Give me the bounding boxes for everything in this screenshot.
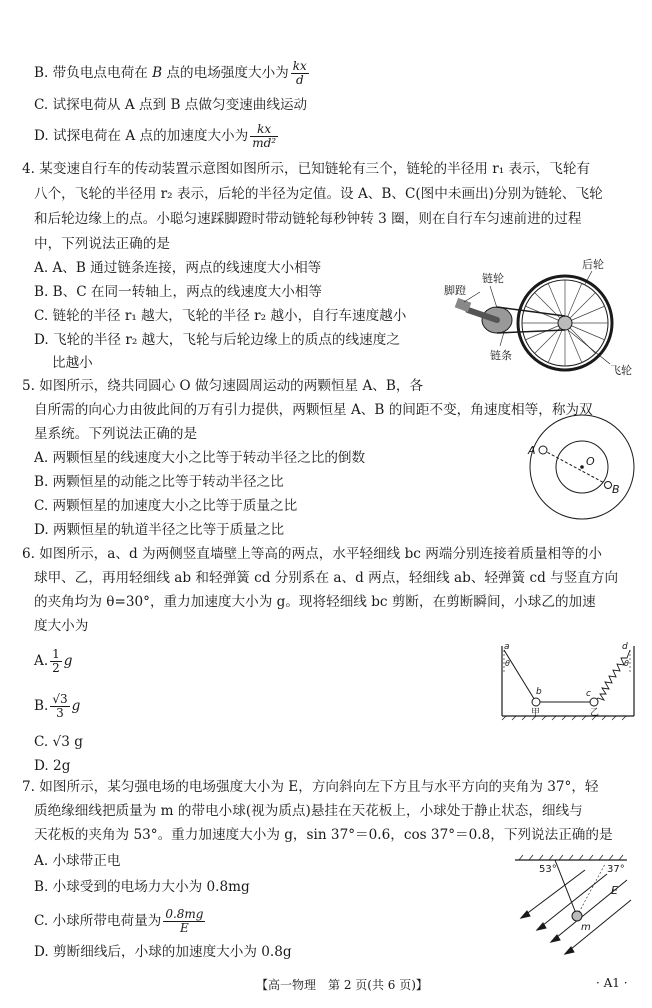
star-b xyxy=(605,482,612,489)
spring-cd xyxy=(594,650,630,702)
q7-option-a: A. 小球带正电 xyxy=(34,853,121,869)
q5-option-b: B. 两颗恒星的动能之比等于转动半径之比 xyxy=(34,474,284,490)
q6-option-c: C. √3 g xyxy=(34,734,83,750)
fraction-numerator: kx xyxy=(250,123,278,137)
q4-stem-line-3: 和后轮边缘上的点。小聪匀速踩脚蹬时带动链轮每秒钟转 3 圈，则在自行车匀速前进的过程 xyxy=(34,211,582,227)
star-a xyxy=(539,446,547,454)
ceiling-hatching xyxy=(519,855,623,860)
fraction-numerator: √3 xyxy=(52,692,68,706)
fraction-numerator: 0.8mg xyxy=(165,907,204,921)
label-mass-m: m xyxy=(581,922,591,933)
prev-option-b-fraction xyxy=(291,60,309,87)
q4-option-d-cont: 比越小 xyxy=(52,355,93,371)
reference-dashed-line xyxy=(577,864,605,916)
q7-option-c xyxy=(34,908,207,935)
q4-option-b: B. B、C 在同一转轴上，两点的线速度大小相等 xyxy=(34,284,323,300)
q7-stem-line-2: 质绝缘细线把质量为 m 的带电小球(视为质点)悬挂在天花板上，小球处于静止状态，细线与 xyxy=(34,803,583,819)
label-angle-37: 37° xyxy=(607,864,625,875)
q6-option-a xyxy=(34,648,72,675)
label-star-b: B xyxy=(612,483,620,496)
label-c: c xyxy=(586,689,591,699)
suspension-string xyxy=(555,860,577,916)
label-rear-wheel: 后轮 xyxy=(582,258,604,271)
label-a: a xyxy=(504,642,510,652)
q6-stem-line-1: 6. 如图所示，a、d 为两侧竖直墙壁上等高的两点，水平轻细线 bc 两端分别连接着质量相等的小 xyxy=(22,546,602,562)
q4-stem-line-1: 4. 某变速自行车的传动装置示意图如图所示，已知链轮有三个，链轮的半径用 r₁ 表示，飞轮有 xyxy=(22,161,591,177)
fraction-numerator: 1 xyxy=(52,647,60,661)
flywheel-hub xyxy=(558,316,572,330)
q5-stem-line-1: 5. 如图所示，绕共同圆心 O 做匀速圆周运动的两颗恒星 A、B，各 xyxy=(22,378,424,394)
string-spring-diagram xyxy=(494,642,642,722)
label-field-e: E xyxy=(611,884,618,897)
prev-option-c: C. 试探电荷从 A 点到 B 点做匀变速曲线运动 xyxy=(34,97,308,113)
q6-option-b xyxy=(34,693,80,720)
q6-option-b-fraction xyxy=(50,693,69,720)
q7-option-d: D. 剪断细线后，小球的加速度大小为 0.8g xyxy=(34,944,292,960)
q6-option-a-fraction xyxy=(50,648,62,675)
label-yi: 乙 xyxy=(590,708,600,718)
label-center-o: O xyxy=(586,455,595,468)
q5-option-d: D. 两颗恒星的轨道半径之比等于质量之比 xyxy=(34,522,285,538)
center-o xyxy=(580,465,584,469)
q6-stem-line-4: 度大小为 xyxy=(34,618,89,634)
electric-field-diagram xyxy=(515,850,635,960)
charged-ball xyxy=(572,911,582,921)
q5-stem-line-3: 星系统。下列说法正确的是 xyxy=(34,426,198,442)
ball-yi xyxy=(590,698,598,706)
label-chain: 链条 xyxy=(490,349,512,362)
label-pedal: 脚蹬 xyxy=(444,284,466,297)
fraction-denominator: 3 xyxy=(56,706,64,720)
page-footer-code: · A1 · xyxy=(596,976,628,990)
ball-jia xyxy=(532,698,540,706)
string-ab xyxy=(504,650,536,702)
q4-option-c: C. 链轮的半径 r₁ 越大，飞轮的半径 r₂ 越小，自行车速度越小 xyxy=(34,308,407,324)
prev-option-b-point: B xyxy=(152,65,163,81)
q7-stem-line-3: 天花板的夹角为 53°。重力加速度大小为 g，sin 37°＝0.6，cos 37°＝0.8，下列说法正确的是 xyxy=(34,827,613,843)
prev-option-b xyxy=(34,60,311,87)
page-footer-title: 【高一物理 第 2 页(共 6 页)】 xyxy=(256,978,428,992)
prev-option-d-text: D. 试探电荷在 A 点的加速度大小为 xyxy=(34,128,249,144)
q7-option-b: B. 小球受到的电场力大小为 0.8mg xyxy=(34,879,250,895)
prev-option-d xyxy=(34,123,280,150)
q7-option-c-text: C. 小球所带电荷量为 xyxy=(34,913,162,929)
q4-stem-line-4: 中，下列说法正确的是 xyxy=(34,236,170,252)
q7-option-c-fraction xyxy=(163,908,205,935)
q6-stem-line-2: 球甲、乙，再用轻细线 ab 和轻弹簧 cd 分别系在 a、d 两点，轻细线 ab、轻弹簧 cd 与竖直方向 xyxy=(34,570,619,586)
q5-stem-line-2: 自所需的向心力由彼此间的万有引力提供，两颗恒星 A、B 的间距不变，角速度相等，称为双 xyxy=(34,402,593,418)
fraction-denominator: 2 xyxy=(52,661,60,675)
bicycle-transmission-diagram xyxy=(440,256,640,376)
fraction-denominator: d xyxy=(295,73,304,87)
label-star-a: A xyxy=(528,444,536,457)
q5-option-a: A. 两颗恒星的线速度大小之比等于转动半径之比的倒数 xyxy=(34,450,366,466)
q4-stem-line-2: 八个，飞轮的半径用 r₂ 表示，后轮的半径为定值。设 A、B、C(图中未画出)分别为链轮、飞轮 xyxy=(34,186,603,202)
label-chainring: 链轮 xyxy=(482,272,504,285)
label-theta-right: θ xyxy=(624,659,629,668)
q6-option-b-unit: g xyxy=(71,698,81,714)
fraction-numerator: kx xyxy=(292,59,307,73)
fraction-denominator: E xyxy=(180,921,189,935)
label-b: b xyxy=(536,687,542,697)
q6-option-a-label: A. xyxy=(34,653,49,669)
label-theta-left: θ xyxy=(505,659,510,668)
ab-dashed-line xyxy=(543,450,608,485)
prev-option-b-text: B. 带负电点电荷在 xyxy=(34,65,153,81)
prev-option-b-mid: 点的电场强度大小为 xyxy=(162,65,289,81)
q4-option-a: A. A、B 通过链条连接，两点的线速度大小相等 xyxy=(34,260,322,276)
q7-stem-line-1: 7. 如图所示，某匀强电场的电场强度大小为 E，方向斜向左下方且与水平方向的夹角为 37°，轻 xyxy=(22,779,599,795)
prev-option-d-fraction xyxy=(250,123,278,150)
q6-option-d: D. 2g xyxy=(34,758,71,774)
label-angle-53: 53° xyxy=(539,864,557,875)
binary-star-diagram xyxy=(520,410,635,525)
chain-bottom xyxy=(497,330,565,333)
fraction-denominator: md² xyxy=(252,136,277,150)
q6-option-b-label: B. xyxy=(34,698,49,714)
label-flywheel: 飞轮 xyxy=(610,364,632,377)
label-jia: 甲 xyxy=(531,708,541,718)
q5-option-c: C. 两颗恒星的加速度大小之比等于质量之比 xyxy=(34,498,298,514)
q4-option-d: D. 飞轮的半径 r₂ 越大，飞轮与后轮边缘上的质点的线速度之 xyxy=(34,332,400,348)
label-d: d xyxy=(622,642,628,652)
q6-option-a-unit: g xyxy=(63,653,73,669)
q6-stem-line-3: 的夹角均为 θ=30°，重力加速度大小为 g。现将轻细线 bc 剪断，在剪断瞬间，小球乙的加速 xyxy=(34,594,596,610)
